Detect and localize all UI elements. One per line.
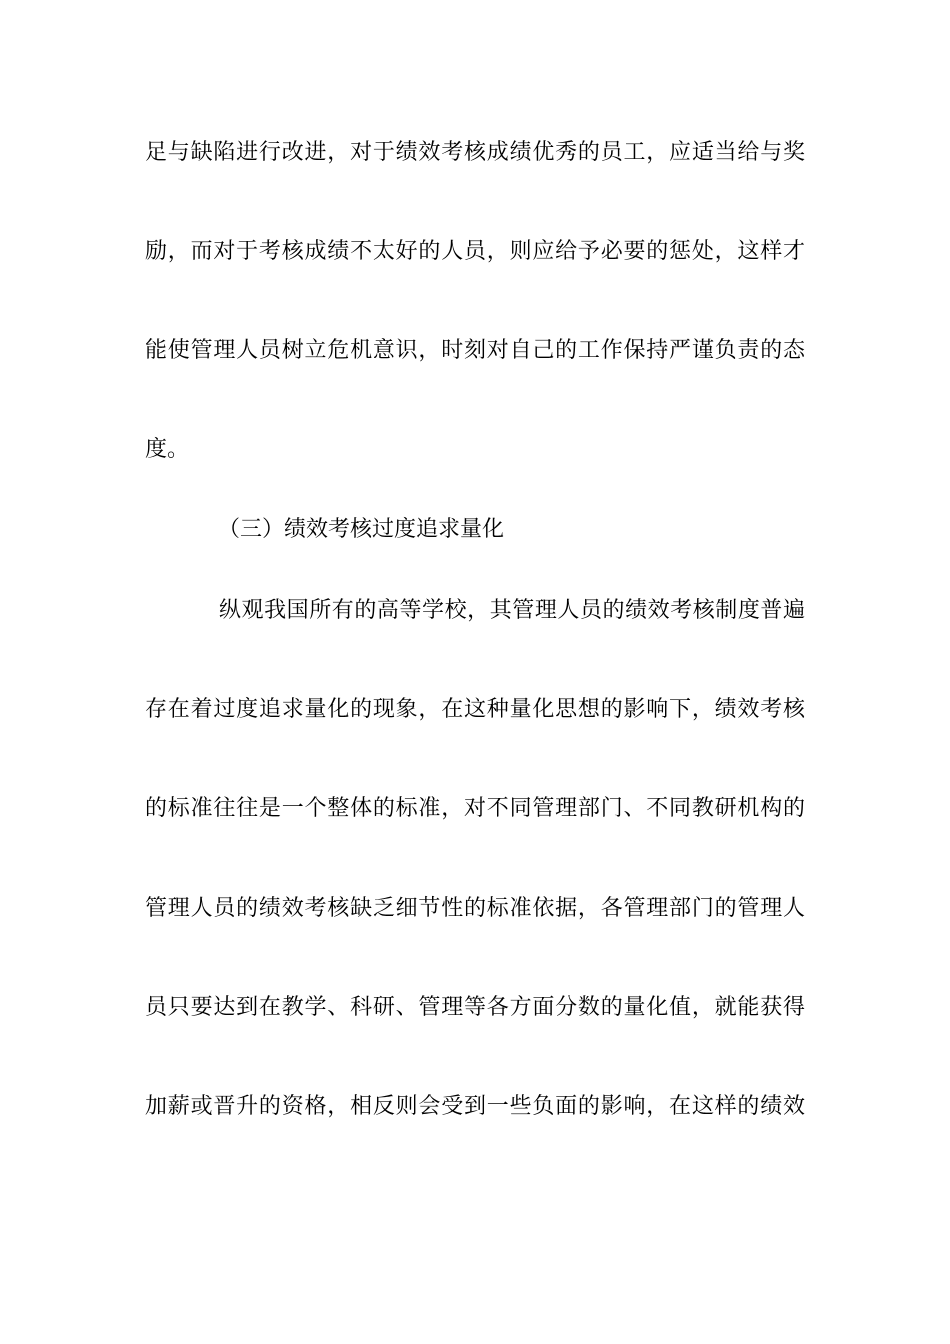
text-line: 的标准往往是一个整体的标准，对不同管理部门、不同教研机构的 xyxy=(145,796,805,821)
text-line: 加薪或晋升的资格，相反则会受到一些负面的影响，在这样的绩效 xyxy=(145,1094,805,1119)
text-line: 励，而对于考核成绩不太好的人员，则应给予必要的惩处，这样才 xyxy=(145,239,805,264)
text-line: 足与缺陷进行改进，对于绩效考核成绩优秀的员工，应适当给与奖 xyxy=(145,140,805,165)
text-line: 存在着过度追求量化的现象，在这种量化思想的影响下，绩效考核 xyxy=(145,697,805,722)
text-line: 管理人员的绩效考核缺乏细节性的标准依据，各管理部门的管理人 xyxy=(145,896,805,921)
text-line: 员只要达到在教学、科研、管理等各方面分数的量化值，就能获得 xyxy=(145,995,805,1020)
text-line: 度。 xyxy=(145,437,190,462)
text-line: 能使管理人员树立危机意识，时刻对自己的工作保持严谨负责的态 xyxy=(145,338,805,363)
section-heading: （三）绩效考核过度追求量化 xyxy=(218,517,505,542)
text-line: 纵观我国所有的高等学校，其管理人员的绩效考核制度普遍 xyxy=(219,598,805,623)
